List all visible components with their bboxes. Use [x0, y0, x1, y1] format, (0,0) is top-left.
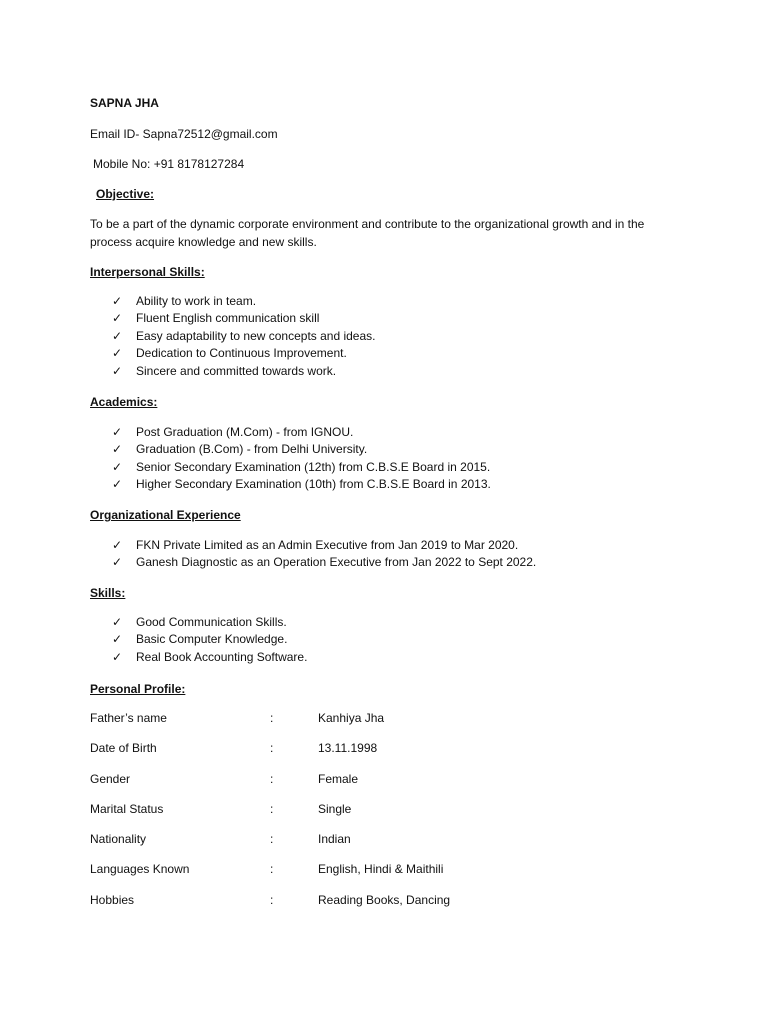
list-item: [110, 441, 491, 458]
profile-label: Nationality: [90, 832, 147, 847]
profile-label: Gender: [90, 771, 131, 786]
checkmark-icon: ✓: [112, 363, 123, 378]
profile-row: [90, 831, 590, 861]
list-item: [110, 649, 307, 666]
mobile-line: Mobile No: +91 8178127284: [93, 157, 245, 171]
checkmark-icon: ✓: [112, 294, 123, 308]
profile-row: [90, 740, 590, 770]
checkmark-icon: ✓: [112, 311, 123, 326]
profile-separator: :: [270, 862, 274, 877]
profile-row: [90, 710, 590, 740]
profile-separator: :: [270, 801, 274, 816]
checkmark-icon: ✓: [112, 425, 123, 439]
objective-heading: Objective:: [96, 187, 155, 201]
checkmark-icon: ✓: [112, 555, 123, 570]
list-item: [110, 363, 375, 380]
list-item-text: Real Book Accounting Software.: [136, 649, 308, 664]
list-item-text: Basic Computer Knowledge.: [136, 632, 288, 647]
list-item-text: Senior Secondary Examination (12th) from C.B.S.E Board in 2015.: [136, 459, 491, 474]
skills-list: [110, 614, 307, 666]
candidate-name: SAPNA JHA: [90, 96, 159, 110]
profile-heading: Personal Profile:: [90, 682, 186, 696]
list-item-text: Fluent English communication skill: [136, 311, 320, 326]
checkmark-icon: ✓: [112, 615, 123, 629]
checkmark-icon: ✓: [112, 346, 123, 361]
experience-heading: Organizational Experience: [90, 508, 241, 522]
list-item-text: Sincere and committed towards work.: [136, 363, 337, 378]
profile-label: Hobbies: [90, 892, 135, 907]
checkmark-icon: ✓: [112, 442, 123, 457]
profile-label: Languages Known: [90, 862, 190, 877]
checkmark-icon: ✓: [112, 459, 123, 474]
list-item-text: Ability to work in team.: [136, 294, 257, 308]
profile-separator: :: [270, 892, 274, 907]
profile-label: Marital Status: [90, 801, 164, 816]
profile-value: Kanhiya Jha: [318, 711, 385, 725]
checkmark-icon: ✓: [112, 328, 123, 343]
profile-separator: :: [270, 741, 274, 756]
list-item: [110, 459, 491, 476]
list-item: [110, 310, 375, 327]
profile-value: Female: [318, 771, 359, 786]
list-item-text: Dedication to Continuous Improvement.: [136, 346, 347, 361]
profile-row: [90, 892, 590, 922]
profile-value: Single: [318, 801, 352, 816]
profile-value: Indian: [318, 832, 351, 847]
academics-list: [110, 424, 491, 494]
profile-separator: :: [270, 711, 274, 725]
experience-list: [110, 537, 536, 572]
profile-row: [90, 771, 590, 801]
list-item: [110, 328, 375, 345]
list-item-text: Higher Secondary Examination (10th) from C.B.S.E Board in 2013.: [136, 477, 491, 492]
interpersonal-list: [110, 293, 375, 380]
list-item: [110, 554, 536, 571]
profile-value: Reading Books, Dancing: [318, 892, 451, 907]
list-item: [110, 293, 375, 310]
list-item: [110, 424, 491, 441]
list-item: [110, 345, 375, 362]
list-item-text: Good Communication Skills.: [136, 615, 287, 629]
list-item-text: Post Graduation (M.Com) - from IGNOU.: [136, 425, 354, 439]
profile-label: Father’s name: [90, 711, 167, 725]
list-item: [110, 614, 307, 631]
profile-row: [90, 801, 590, 831]
profile-value: 13.11.1998: [318, 741, 378, 756]
interpersonal-heading: Interpersonal Skills:: [90, 265, 205, 279]
email-line: Email ID- Sapna72512@gmail.com: [90, 127, 278, 141]
checkmark-icon: ✓: [112, 632, 123, 647]
list-item-text: Ganesh Diagnostic as an Operation Executive from Jan 2022 to Sept 2022.: [136, 555, 537, 570]
list-item-text: FKN Private Limited as an Admin Executive from Jan 2019 to Mar 2020.: [136, 538, 519, 552]
profile-label: Date of Birth: [90, 741, 157, 756]
skills-heading: Skills:: [90, 586, 126, 600]
list-item-text: Easy adaptability to new concepts and ideas.: [136, 328, 376, 343]
objective-text: To be a part of the dynamic corporate environment and contribute to the organizational growth and in the process acquire knowledge and new skills.: [90, 217, 645, 249]
checkmark-icon: ✓: [112, 649, 123, 664]
profile-separator: :: [270, 832, 274, 847]
profile-row: [90, 861, 590, 891]
personal-profile-table: [90, 710, 590, 922]
list-item: [110, 631, 307, 648]
profile-separator: :: [270, 771, 274, 786]
checkmark-icon: ✓: [112, 538, 123, 552]
list-item-text: Graduation (B.Com) - from Delhi University.: [136, 442, 368, 457]
profile-value: English, Hindi & Maithili: [318, 862, 444, 877]
list-item: [110, 537, 536, 554]
academics-heading: Academics:: [90, 395, 158, 409]
checkmark-icon: ✓: [112, 477, 123, 492]
list-item: [110, 476, 491, 493]
